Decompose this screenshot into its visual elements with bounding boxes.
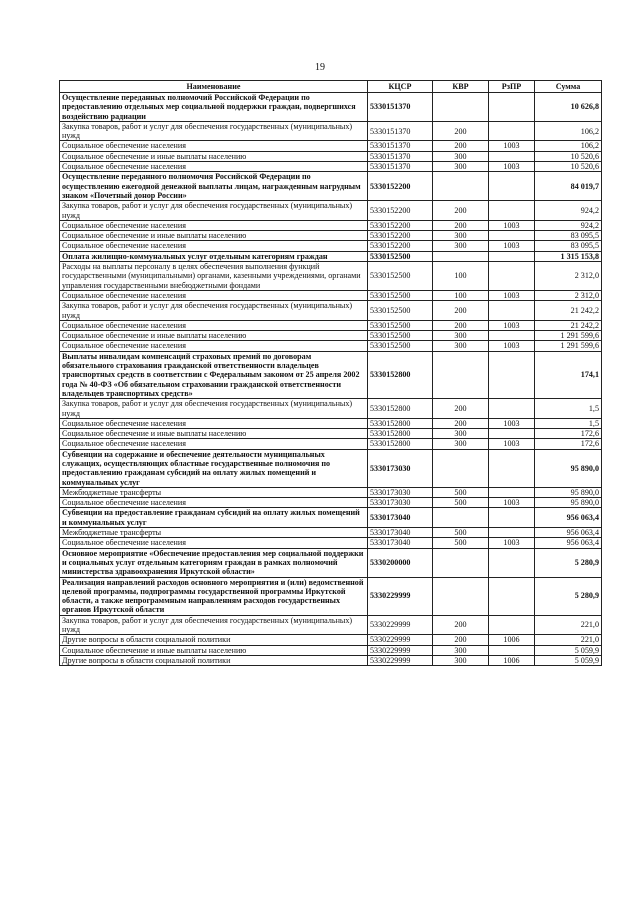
kcsr-cell: 5330152500	[368, 290, 433, 300]
name-cell: Социальное обеспечение населения	[60, 162, 368, 172]
kcsr-cell: 5330152500	[368, 331, 433, 341]
kvr-cell	[433, 172, 489, 201]
rzpr-cell: 1003	[489, 538, 535, 548]
name-cell: Другие вопросы в области социальной политики	[60, 655, 368, 665]
sum-cell: 924,2	[535, 220, 602, 230]
rzpr-cell: 1003	[489, 439, 535, 449]
sum-cell: 10 626,8	[535, 93, 602, 122]
kcsr-cell: 5330152800	[368, 418, 433, 428]
table-row	[60, 418, 602, 428]
kvr-cell	[433, 449, 489, 487]
name-cell: Закупка товаров, работ и услуг для обеспечения государственных (муниципальных) нужд	[60, 121, 368, 141]
kvr-cell: 300	[433, 341, 489, 351]
kvr-cell: 200	[433, 220, 489, 230]
kcsr-cell: 5330229999	[368, 635, 433, 645]
sum-cell: 956 063,4	[535, 508, 602, 528]
table-header-row	[60, 81, 602, 93]
kvr-cell: 200	[433, 301, 489, 321]
name-cell: Расходы на выплаты персоналу в целях обеспечения выполнения функций государственными (муниципальными) органами, казенными учреждениями, органами управления государственными внебюджетными фондами	[60, 262, 368, 291]
kvr-cell: 500	[433, 538, 489, 548]
name-cell: Социальное обеспечение и иные выплаты населению	[60, 231, 368, 241]
kcsr-cell: 5330229999	[368, 577, 433, 615]
sum-cell: 172,6	[535, 439, 602, 449]
table-row	[60, 655, 602, 665]
name-cell: Субвенции на предоставление гражданам субсидий на оплату жилых помещений и коммунальных услуг	[60, 508, 368, 528]
name-cell: Социальное обеспечение населения	[60, 341, 368, 351]
sum-cell: 1,5	[535, 399, 602, 419]
name-cell: Реализация направлений расходов основного мероприятия и (или) ведомственной целевой программы, подпрограммы государственной программы Иркутской области, а также непрограммным направлениям расходов государственных органов Иркутской области	[60, 577, 368, 615]
kcsr-cell: 5330151370	[368, 162, 433, 172]
rzpr-cell: 1003	[489, 341, 535, 351]
kvr-cell: 200	[433, 320, 489, 330]
rzpr-cell	[489, 449, 535, 487]
header-kcsr: КЦСР	[368, 81, 433, 93]
header-kvr: КВР	[433, 81, 489, 93]
sum-cell: 95 890,0	[535, 498, 602, 508]
kcsr-cell: 5330229999	[368, 615, 433, 635]
rzpr-cell: 1003	[489, 141, 535, 151]
sum-cell: 10 520,6	[535, 151, 602, 161]
kcsr-cell: 5330152500	[368, 251, 433, 261]
budget-table	[59, 80, 602, 666]
sum-cell: 956 063,4	[535, 528, 602, 538]
kcsr-cell: 5330152800	[368, 429, 433, 439]
name-cell: Социальное обеспечение населения	[60, 498, 368, 508]
table-row	[60, 635, 602, 645]
table-row	[60, 341, 602, 351]
kvr-cell: 300	[433, 655, 489, 665]
rzpr-cell	[489, 508, 535, 528]
kvr-cell	[433, 351, 489, 398]
header-name: Наименование	[60, 81, 368, 93]
kcsr-cell: 5330229999	[368, 645, 433, 655]
kcsr-cell: 5330152500	[368, 320, 433, 330]
sum-cell: 1 291 599,6	[535, 341, 602, 351]
kvr-cell: 300	[433, 231, 489, 241]
kcsr-cell: 5330173040	[368, 538, 433, 548]
rzpr-cell: 1006	[489, 655, 535, 665]
sum-cell: 924,2	[535, 201, 602, 221]
rzpr-cell	[489, 172, 535, 201]
kvr-cell: 500	[433, 498, 489, 508]
table-row	[60, 331, 602, 341]
table-row	[60, 645, 602, 655]
name-cell: Закупка товаров, работ и услуг для обеспечения государственных (муниципальных) нужд	[60, 615, 368, 635]
table-row	[60, 290, 602, 300]
header-rzpr: РзПР	[489, 81, 535, 93]
sum-cell: 21 242,2	[535, 301, 602, 321]
kcsr-cell: 5330229999	[368, 655, 433, 665]
sum-cell: 10 520,6	[535, 162, 602, 172]
name-cell: Социальное обеспечение и иные выплаты населению	[60, 151, 368, 161]
kvr-cell: 200	[433, 141, 489, 151]
kvr-cell: 200	[433, 399, 489, 419]
kvr-cell	[433, 577, 489, 615]
kvr-cell: 300	[433, 241, 489, 251]
kvr-cell: 500	[433, 528, 489, 538]
table-row	[60, 220, 602, 230]
rzpr-cell: 1003	[489, 418, 535, 428]
name-cell: Субвенции на содержание и обеспечение деятельности муниципальных служащих, осуществляющих областные государственные полномочия по предоставлению гражданам субсидий на оплату жилых помещений и коммунальных услуг	[60, 449, 368, 487]
sum-cell: 1 291 599,6	[535, 331, 602, 341]
sum-cell: 106,2	[535, 141, 602, 151]
kcsr-cell: 5330152200	[368, 201, 433, 221]
rzpr-cell	[489, 331, 535, 341]
sum-cell: 5 280,9	[535, 577, 602, 615]
rzpr-cell	[489, 301, 535, 321]
rzpr-cell	[489, 645, 535, 655]
kvr-cell: 200	[433, 121, 489, 141]
sum-cell: 84 019,7	[535, 172, 602, 201]
table-row	[60, 162, 602, 172]
rzpr-cell	[489, 251, 535, 261]
name-cell: Межбюджетные трансферты	[60, 528, 368, 538]
kcsr-cell: 5330152500	[368, 341, 433, 351]
kvr-cell: 100	[433, 290, 489, 300]
name-cell: Выплаты инвалидам компенсаций страховых премий по договорам обязательного страхования гражданской ответственности владельцев транспортных средств в соответствии с Федеральным законом от 25 апреля 2002 года № 40-ФЗ «Об обязательном страховании гражданской ответственности владельцев транспортных средств»	[60, 351, 368, 398]
sum-cell: 956 063,4	[535, 538, 602, 548]
rzpr-cell	[489, 487, 535, 497]
name-cell: Социальное обеспечение населения	[60, 220, 368, 230]
table-row	[60, 351, 602, 398]
kcsr-cell: 5330152800	[368, 399, 433, 419]
kcsr-cell: 5330173040	[368, 508, 433, 528]
rzpr-cell	[489, 615, 535, 635]
kcsr-cell: 5330151370	[368, 93, 433, 122]
name-cell: Другие вопросы в области социальной политики	[60, 635, 368, 645]
header-sum: Сумма	[535, 81, 602, 93]
rzpr-cell	[489, 231, 535, 241]
kcsr-cell: 5330151370	[368, 151, 433, 161]
sum-cell: 1,5	[535, 418, 602, 428]
kvr-cell: 200	[433, 201, 489, 221]
table-row	[60, 439, 602, 449]
sum-cell: 174,1	[535, 351, 602, 398]
name-cell: Социальное обеспечение населения	[60, 538, 368, 548]
rzpr-cell: 1003	[489, 498, 535, 508]
table-row	[60, 449, 602, 487]
table-row	[60, 231, 602, 241]
rzpr-cell	[489, 262, 535, 291]
sum-cell: 83 095,5	[535, 241, 602, 251]
sum-cell: 95 890,0	[535, 487, 602, 497]
rzpr-cell	[489, 548, 535, 577]
kvr-cell	[433, 93, 489, 122]
table-row	[60, 151, 602, 161]
rzpr-cell: 1003	[489, 241, 535, 251]
table-row	[60, 241, 602, 251]
table-row	[60, 399, 602, 419]
table-row	[60, 577, 602, 615]
kvr-cell: 200	[433, 418, 489, 428]
table-row	[60, 498, 602, 508]
rzpr-cell	[489, 577, 535, 615]
name-cell: Социальное обеспечение населения	[60, 241, 368, 251]
name-cell: Социальное обеспечение населения	[60, 290, 368, 300]
sum-cell: 2 312,0	[535, 290, 602, 300]
rzpr-cell	[489, 201, 535, 221]
sum-cell: 5 059,9	[535, 655, 602, 665]
table-row	[60, 320, 602, 330]
rzpr-cell: 1006	[489, 635, 535, 645]
rzpr-cell	[489, 399, 535, 419]
rzpr-cell: 1003	[489, 162, 535, 172]
rzpr-cell: 1003	[489, 320, 535, 330]
kcsr-cell: 5330152200	[368, 220, 433, 230]
rzpr-cell: 1003	[489, 220, 535, 230]
name-cell: Закупка товаров, работ и услуг для обеспечения государственных (муниципальных) нужд	[60, 201, 368, 221]
name-cell: Осуществление переданных полномочий Российской Федерации по предоставлению отдельных мер социальной поддержки граждан, подвергшихся воздействию радиации	[60, 93, 368, 122]
table-row	[60, 301, 602, 321]
name-cell: Социальное обеспечение населения	[60, 439, 368, 449]
sum-cell: 5 280,9	[535, 548, 602, 577]
kcsr-cell: 5330152800	[368, 351, 433, 398]
sum-cell: 106,2	[535, 121, 602, 141]
kcsr-cell: 5330151370	[368, 141, 433, 151]
table-row	[60, 615, 602, 635]
kvr-cell: 300	[433, 151, 489, 161]
kcsr-cell: 5330152500	[368, 262, 433, 291]
rzpr-cell: 1003	[489, 290, 535, 300]
kcsr-cell: 5330173030	[368, 449, 433, 487]
name-cell: Межбюджетные трансферты	[60, 487, 368, 497]
rzpr-cell	[489, 528, 535, 538]
sum-cell: 83 095,5	[535, 231, 602, 241]
sum-cell: 21 242,2	[535, 320, 602, 330]
name-cell: Социальное обеспечение и иные выплаты населению	[60, 645, 368, 655]
name-cell: Социальное обеспечение населения	[60, 141, 368, 151]
rzpr-cell	[489, 93, 535, 122]
sum-cell: 221,0	[535, 615, 602, 635]
kvr-cell: 300	[433, 162, 489, 172]
kvr-cell: 200	[433, 635, 489, 645]
sum-cell: 2 312,0	[535, 262, 602, 291]
kcsr-cell: 5330151370	[368, 121, 433, 141]
table-row	[60, 538, 602, 548]
kvr-cell: 100	[433, 262, 489, 291]
name-cell: Социальное обеспечение и иные выплаты населению	[60, 331, 368, 341]
kcsr-cell: 5330200000	[368, 548, 433, 577]
kvr-cell: 300	[433, 645, 489, 655]
sum-cell: 1 315 153,8	[535, 251, 602, 261]
kcsr-cell: 5330152200	[368, 172, 433, 201]
kvr-cell: 500	[433, 487, 489, 497]
kcsr-cell: 5330173040	[368, 528, 433, 538]
name-cell: Закупка товаров, работ и услуг для обеспечения государственных (муниципальных) нужд	[60, 301, 368, 321]
kvr-cell: 300	[433, 331, 489, 341]
table-row	[60, 508, 602, 528]
kcsr-cell: 5330152500	[368, 301, 433, 321]
kvr-cell: 300	[433, 439, 489, 449]
name-cell: Социальное обеспечение и иные выплаты населению	[60, 429, 368, 439]
kvr-cell	[433, 548, 489, 577]
table-row	[60, 201, 602, 221]
name-cell: Осуществление переданного полномочия Российской Федерации по осуществлению ежегодной денежной выплаты лицам, награжденным нагрудным знаком «Почетный донор России»	[60, 172, 368, 201]
table-row	[60, 172, 602, 201]
sum-cell: 172,6	[535, 429, 602, 439]
table-row	[60, 121, 602, 141]
kcsr-cell: 5330152800	[368, 439, 433, 449]
name-cell: Социальное обеспечение населения	[60, 418, 368, 428]
page-number: 19	[315, 62, 325, 73]
table-row	[60, 141, 602, 151]
kcsr-cell: 5330173030	[368, 498, 433, 508]
kvr-cell: 300	[433, 429, 489, 439]
name-cell: Социальное обеспечение населения	[60, 320, 368, 330]
kcsr-cell: 5330152200	[368, 241, 433, 251]
table-row	[60, 262, 602, 291]
table-row	[60, 93, 602, 122]
rzpr-cell	[489, 121, 535, 141]
kcsr-cell: 5330173030	[368, 487, 433, 497]
table-row	[60, 251, 602, 261]
rzpr-cell	[489, 151, 535, 161]
rzpr-cell	[489, 429, 535, 439]
table-row	[60, 528, 602, 538]
table-body	[60, 93, 602, 666]
kvr-cell	[433, 251, 489, 261]
rzpr-cell	[489, 351, 535, 398]
table-row	[60, 548, 602, 577]
table-row	[60, 487, 602, 497]
sum-cell: 5 059,9	[535, 645, 602, 655]
name-cell: Оплата жилищно-коммунальных услуг отдельным категориям граждан	[60, 251, 368, 261]
sum-cell: 221,0	[535, 635, 602, 645]
name-cell: Закупка товаров, работ и услуг для обеспечения государственных (муниципальных) нужд	[60, 399, 368, 419]
name-cell: Основное мероприятие «Обеспечение предоставления мер социальной поддержки и социальных услуг отдельным категориям граждан в рамках полномочий министерства здравоохранения Иркутской области»	[60, 548, 368, 577]
kvr-cell: 200	[433, 615, 489, 635]
table-row	[60, 429, 602, 439]
sum-cell: 95 890,0	[535, 449, 602, 487]
kvr-cell	[433, 508, 489, 528]
kcsr-cell: 5330152200	[368, 231, 433, 241]
